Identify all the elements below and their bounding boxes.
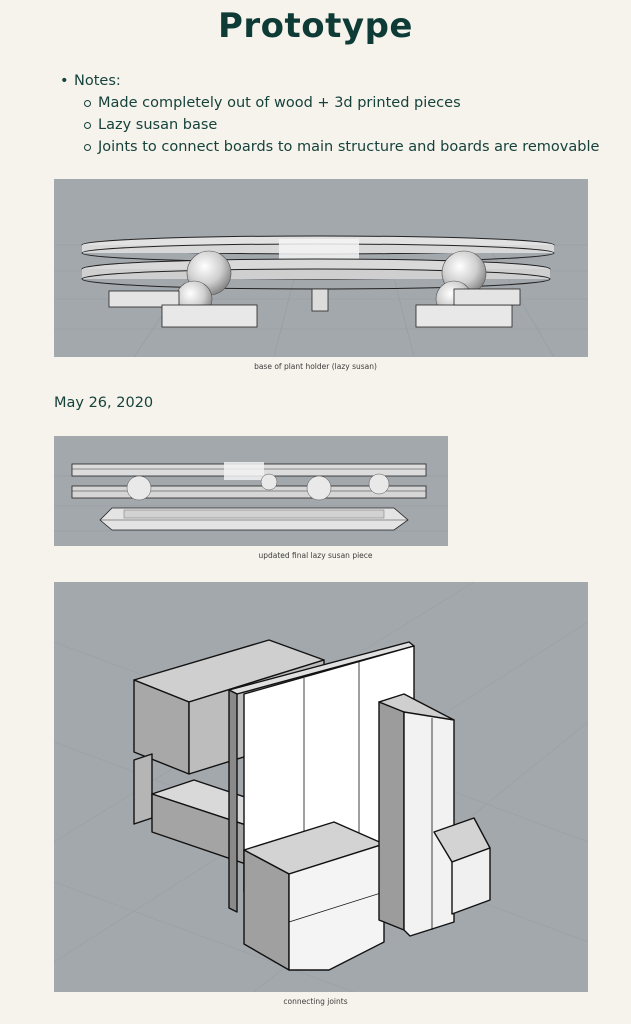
lazy-susan-render-image [54,179,588,357]
entry-date: May 26, 2020 [54,395,154,411]
connecting-joints-image [54,582,588,992]
caption-updated-lazy-susan: updated final lazy susan piece [258,551,373,560]
notes-heading: • Notes: [60,70,599,92]
caption-lazy-susan: base of plant holder (lazy susan) [254,362,377,371]
updated-lazy-susan-image [54,436,448,546]
note-item-2: Lazy susan base [60,114,599,136]
note-item-1: Made completely out of wood + 3d printed pieces [60,92,599,114]
page-title: Prototype [218,6,413,46]
caption-connecting-joints: connecting joints [283,997,348,1006]
note-item-3: Joints to connect boards to main structure and boards are removable [60,136,599,158]
notes-list [60,70,599,158]
